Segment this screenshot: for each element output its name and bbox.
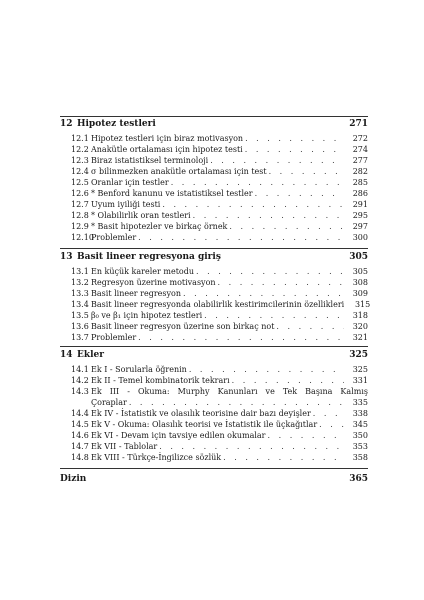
section-title: Anakütle ortalaması için hipotez testi [91, 145, 243, 154]
section-page: 350 [352, 431, 368, 440]
section-title: Ek II - Temel kombinatorik tekrarı [91, 376, 230, 385]
section-page: 272 [352, 134, 368, 143]
section-entry[interactable] [60, 188, 368, 199]
dot-leader [313, 408, 344, 419]
section-entry[interactable] [60, 199, 368, 210]
section-number: 12.7 [71, 200, 89, 209]
section-number: 14.1 [71, 365, 89, 374]
section-number: 14.4 [71, 409, 89, 418]
section-title: Ek III - Okuma: Murphy Kanunları ve Tek Başına Kalmış [91, 387, 368, 396]
section-number: 12.8 [71, 211, 89, 220]
section-entry[interactable] [60, 166, 368, 177]
chapter-13 [60, 252, 371, 343]
section-number: 14.7 [71, 442, 89, 451]
section-page: 291 [352, 200, 368, 209]
chapter-number: 14 [60, 350, 73, 360]
dot-leader [196, 266, 344, 277]
section-entry[interactable] [60, 364, 368, 375]
section-page: 358 [352, 453, 368, 462]
section-number: 12.9 [71, 222, 89, 231]
index-page: 365 [349, 474, 368, 484]
section-entry[interactable] [60, 133, 368, 144]
section-title: σ bilinmezken anakütle ortalaması için test [91, 167, 267, 176]
section-title: Uyum iyiliği testi [91, 200, 161, 209]
dot-leader [193, 210, 344, 221]
section-number: 12.5 [71, 178, 89, 187]
section-number: 14.2 [71, 376, 89, 385]
section-page: 295 [352, 211, 368, 220]
section-page: 274 [352, 145, 368, 154]
chapter-title: Hipotez testleri [77, 119, 156, 129]
section-title: Ek I - Sorularla öğrenin [91, 365, 187, 374]
dot-leader [210, 155, 344, 166]
section-title: Basit lineer regresyonda olabilirlik kestirimcilerinin özellikleri [91, 300, 345, 309]
section-page: 338 [352, 409, 368, 418]
section-page: 308 [352, 278, 368, 287]
section-entry[interactable] [60, 299, 371, 310]
section-number: 12.10 [71, 233, 94, 242]
section-title-continuation: Çoraplar [91, 398, 127, 407]
section-number: 13.2 [71, 278, 89, 287]
section-entry[interactable] [60, 221, 368, 232]
chapter-title: Ekler [77, 350, 104, 360]
section-title: Basit lineer regresyon [91, 289, 182, 298]
section-page: 345 [352, 420, 368, 429]
section-title: Problemler [91, 333, 137, 342]
section-page: 277 [352, 156, 368, 165]
section-title: * Benford kanunu ve istatistiksel testler [91, 189, 253, 198]
section-entry[interactable] [60, 408, 368, 419]
chapter-heading[interactable] [60, 252, 368, 266]
section-number: 12.6 [71, 189, 89, 198]
section-page: 286 [352, 189, 368, 198]
section-page: 325 [352, 365, 368, 374]
section-entry[interactable] [60, 321, 368, 332]
section-page: 353 [352, 442, 368, 451]
section-title: Oranlar için testler [91, 178, 169, 187]
section-number: 14.3 [71, 387, 89, 396]
chapter-number: 13 [60, 252, 73, 262]
dot-leader [159, 441, 344, 452]
dot-leader [171, 177, 344, 188]
chapter-heading[interactable] [60, 350, 368, 364]
section-title: Biraz istatistiksel terminoloji [91, 156, 209, 165]
section-number: 12.2 [71, 145, 89, 154]
section-entry[interactable] [60, 266, 368, 277]
section-page: 300 [352, 233, 368, 242]
section-title: En küçük kareler metodu [91, 267, 195, 276]
section-number: 13.1 [71, 267, 89, 276]
chapter-title: Basit lineer regresyona giriş [77, 252, 221, 262]
section-list [60, 266, 371, 343]
dot-leader [183, 288, 344, 299]
dot-leader [269, 166, 344, 177]
section-page: 297 [352, 222, 368, 231]
dot-leader [232, 375, 344, 386]
section-page: 331 [352, 376, 368, 385]
section-number: 12.1 [71, 134, 89, 143]
section-title: Problemler [91, 233, 137, 242]
chapter-heading[interactable] [60, 119, 368, 133]
section-title: * Olabilirlik oran testleri [91, 211, 191, 220]
dot-leader [255, 188, 344, 199]
section-entry[interactable] [60, 155, 368, 166]
chapter-12 [60, 119, 368, 243]
chapter-page: 305 [349, 252, 368, 262]
section-entry[interactable] [60, 210, 368, 221]
chapter-rule [60, 248, 368, 249]
section-number: 13.4 [71, 300, 89, 309]
section-title: * Basit hipotezler ve birkaç örnek [91, 222, 228, 231]
chapter-rule [60, 346, 368, 347]
section-entry[interactable] [60, 386, 368, 397]
section-page: 321 [352, 333, 368, 342]
section-number: 12.3 [71, 156, 89, 165]
section-entry[interactable] [60, 441, 368, 452]
chapter-number: 12 [60, 119, 73, 129]
dot-leader [138, 332, 344, 343]
section-page: 320 [352, 322, 368, 331]
section-list [60, 364, 368, 463]
section-entry[interactable] [60, 177, 368, 188]
section-entry[interactable] [60, 452, 368, 463]
dot-leader [138, 232, 344, 243]
top-rule [60, 116, 368, 117]
section-number: 13.6 [71, 322, 89, 331]
section-page: 282 [352, 167, 368, 176]
section-entry[interactable] [60, 288, 368, 299]
section-entry[interactable] [60, 375, 368, 386]
dot-leader [229, 221, 344, 232]
section-entry[interactable] [60, 310, 368, 321]
chapter-page: 325 [349, 350, 368, 360]
section-title: Ek V - Okuma: Olasılık teorisi ve İstatistik ile üçkağıtlar [91, 420, 318, 429]
section-number: 13.5 [71, 311, 89, 320]
section-page: 315 [354, 300, 371, 309]
dot-leader [204, 310, 344, 321]
section-entry[interactable] [60, 232, 368, 243]
section-entry[interactable] [60, 419, 368, 430]
section-entry-continuation[interactable] [60, 397, 368, 408]
section-number: 14.6 [71, 431, 89, 440]
section-title: Basit lineer regresyon üzerine son birkaç not [91, 322, 275, 331]
dot-leader [245, 133, 344, 144]
dot-leader [276, 321, 344, 332]
index-entry[interactable] [60, 474, 368, 484]
section-number: 13.7 [71, 333, 89, 342]
dot-leader [129, 397, 344, 408]
section-number: 12.4 [71, 167, 89, 176]
section-page: 305 [352, 267, 368, 276]
index-title: Dizin [60, 474, 87, 484]
section-title: Ek VIII - Türkçe-İngilizce sözlük [91, 453, 222, 462]
section-title: Ek IV - İstatistik ve olasılık teorisine dair bazı deyişler [91, 409, 311, 418]
section-entry[interactable] [60, 332, 368, 343]
dot-leader [162, 199, 344, 210]
section-title: Regresyon üzerine motivasyon [91, 278, 216, 287]
dot-leader [319, 419, 344, 430]
section-entry[interactable] [60, 277, 368, 288]
dot-leader [189, 364, 344, 375]
chapter-page: 271 [349, 119, 368, 129]
section-page: 335 [352, 398, 368, 407]
dot-leader [245, 144, 344, 155]
dot-leader [218, 277, 344, 288]
section-title: β₀ ve β₁ için hipotez testleri [91, 311, 203, 320]
section-number: 14.5 [71, 420, 89, 429]
section-title: Ek VII - Tablolar [91, 442, 158, 451]
chapter-14 [60, 350, 368, 463]
dot-leader [223, 452, 344, 463]
section-page: 309 [352, 289, 368, 298]
section-entry[interactable] [60, 144, 368, 155]
index-rule [60, 468, 368, 469]
section-page: 285 [352, 178, 368, 187]
section-title: Ek VI - Devam için tavsiye edilen okumalar [91, 431, 266, 440]
section-number: 13.3 [71, 289, 89, 298]
section-list [60, 133, 368, 243]
section-title: Hipotez testleri için biraz motivasyon [91, 134, 244, 143]
section-number: 14.8 [71, 453, 89, 462]
section-page: 318 [352, 311, 368, 320]
dot-leader [268, 430, 344, 441]
section-entry[interactable] [60, 430, 368, 441]
